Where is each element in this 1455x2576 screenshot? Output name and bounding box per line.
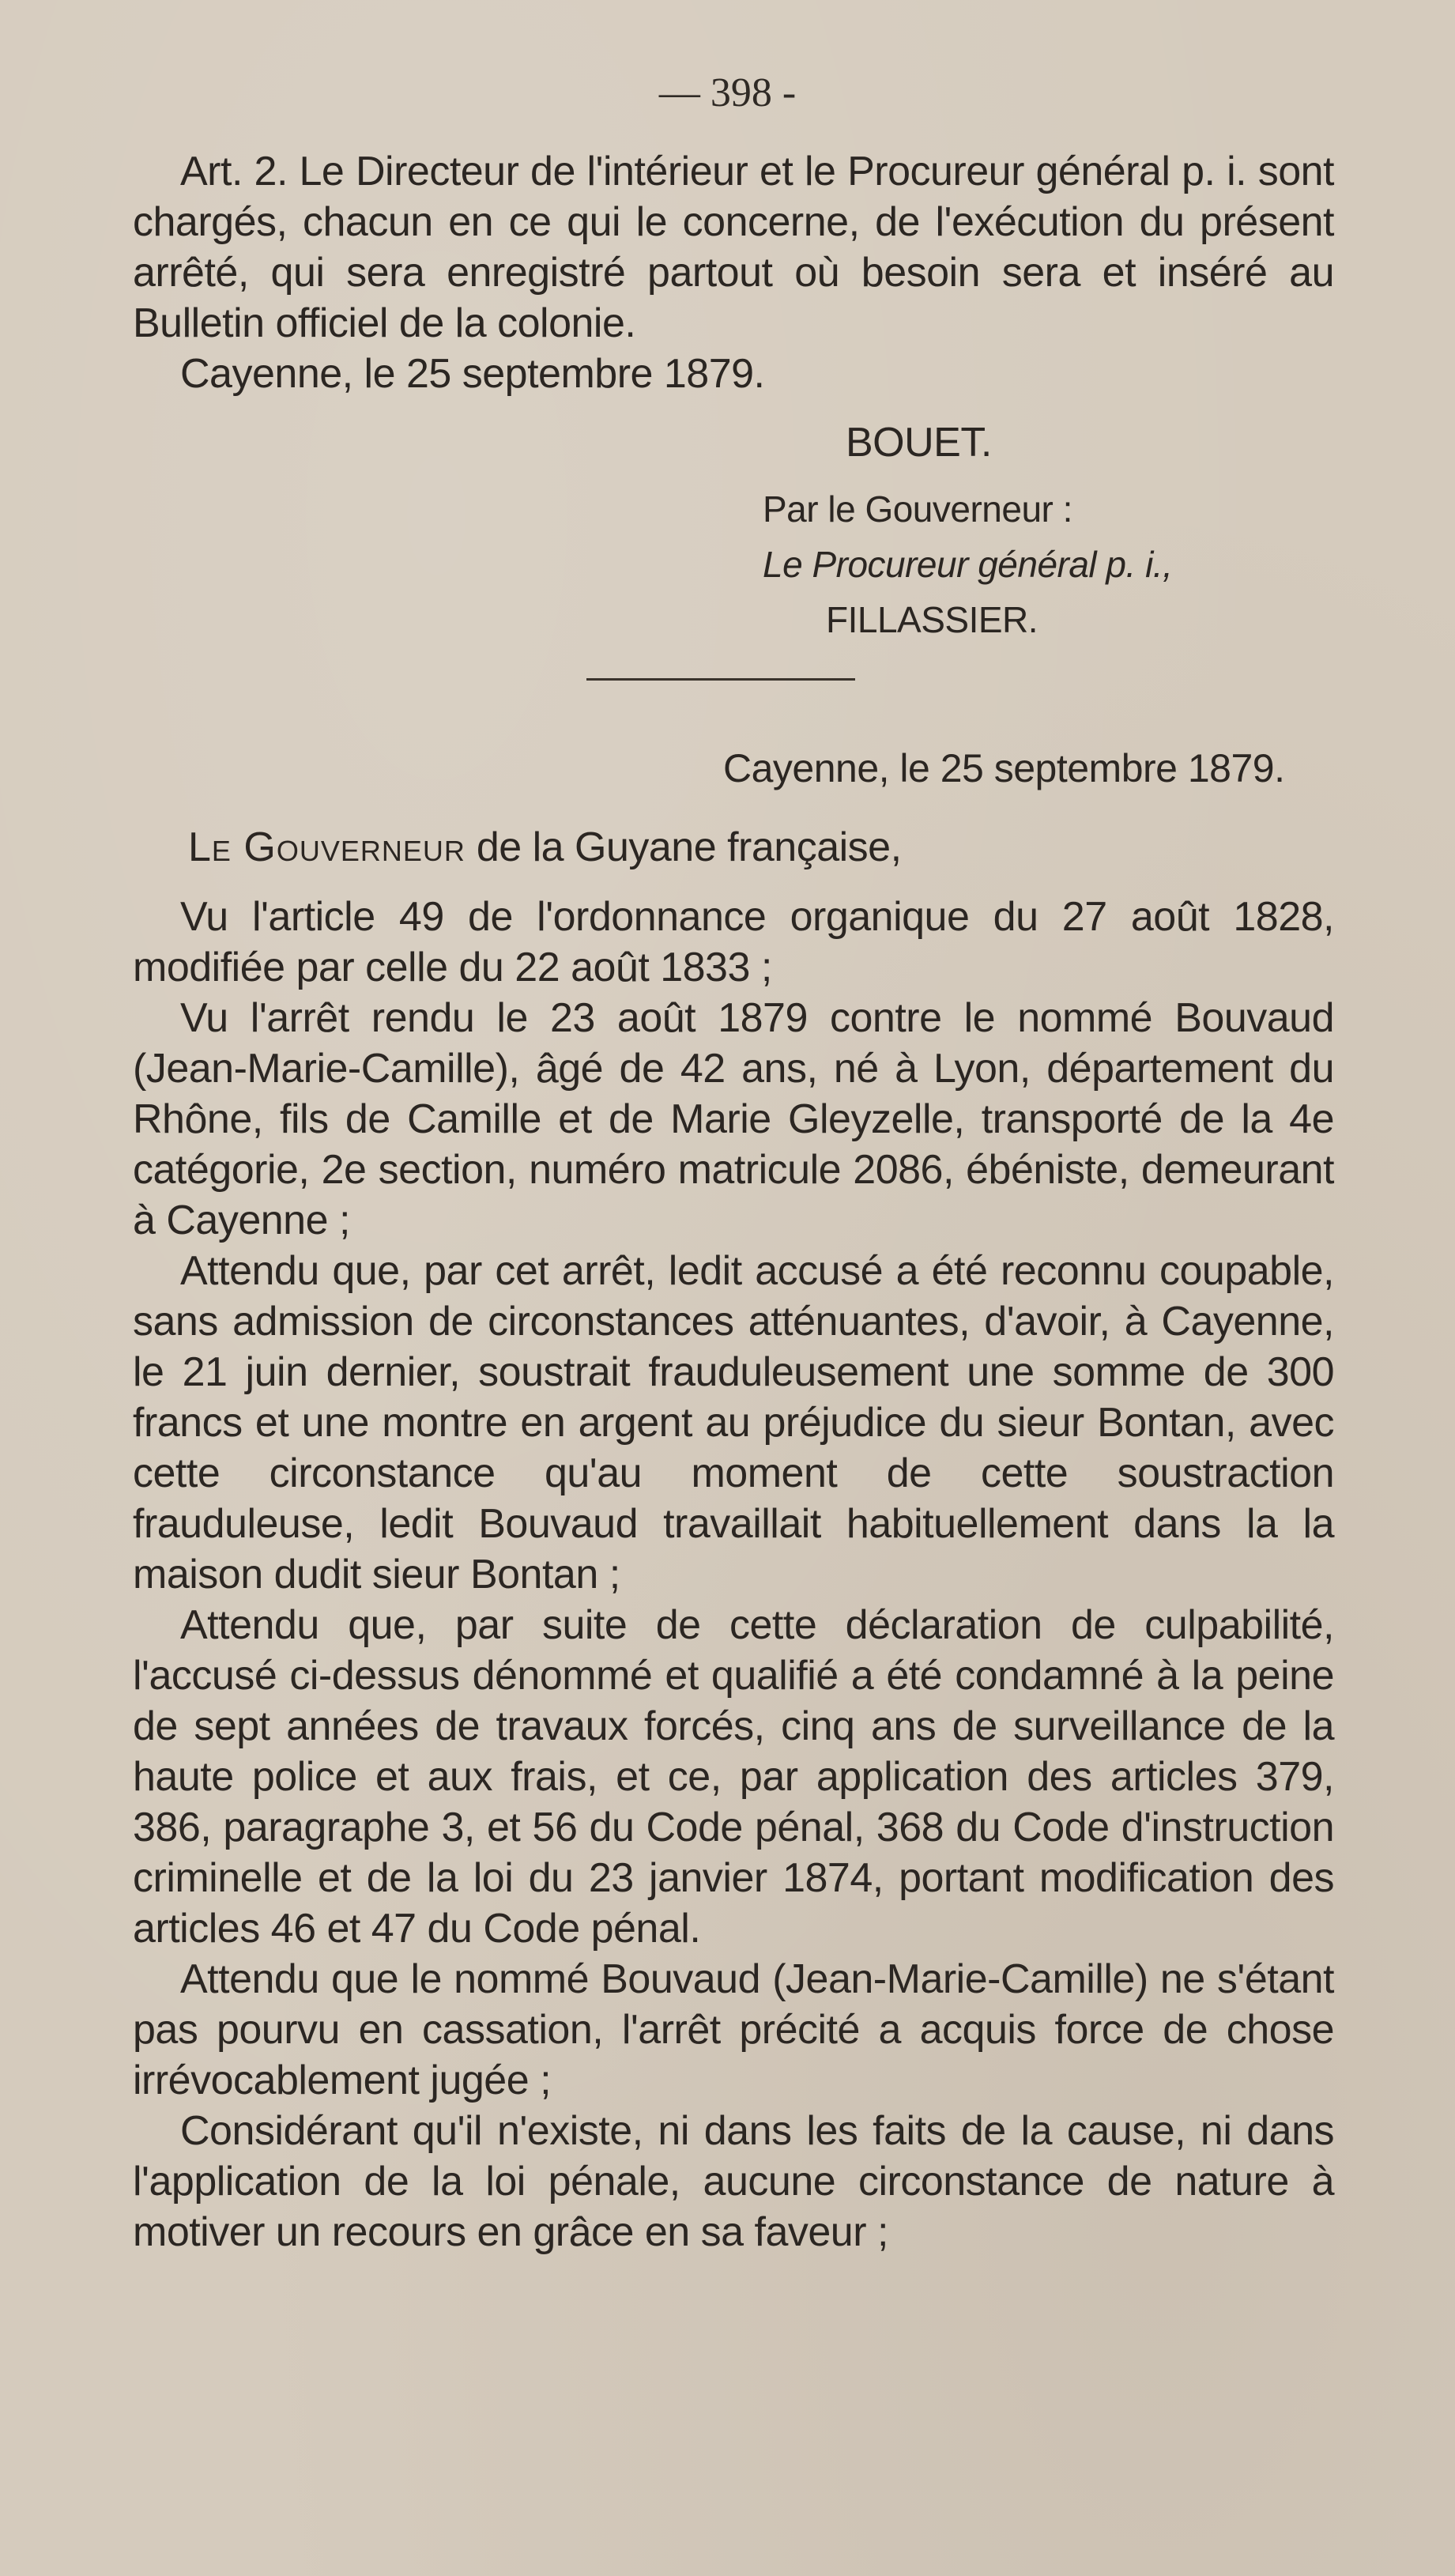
heading-caps: Le Gouverneur [188, 824, 466, 870]
paragraph-attendu-condamne: Attendu que, par suite de cette déclaration de culpabilité, l'accusé ci-dessus dénommé et qualifié a été condamné à la peine de sept années de travaux forcés, cinq ans de surveillance de la haute police et aux frais, et ce, par application des articles 379, 386, paragraphe 3, et 56 du Code pénal, 368 du Code d'instruction criminelle et de la loi du 23 janvier 1874, portant modification des articles 46 et 47 du Code pénal. [133, 1602, 1334, 1952]
signature-name: BOUET. [846, 420, 992, 466]
second-act-dateline: Cayenne, le 25 septembre 1879. [723, 746, 1285, 790]
paragraph-attendu-cassation: Attendu que le nommé Bouvaud (Jean-Marie-Camille) ne s'étant pas pourvu en cassation, l'arrêt précité a acquis force de chose irrévocablement jugée ; [133, 1956, 1334, 2103]
article-2-date: Cayenne, le 25 septembre 1879. [180, 351, 765, 397]
section-divider [586, 678, 855, 681]
paragraph-attendu-coupable: Attendu que, par cet arrêt, ledit accusé a été reconnu coupable, sans admission de circonstances atténuantes, d'avoir, à Cayenne, le 21 juin dernier, soustrait frauduleusement une somme de 300 francs et une montre en argent au préjudice du sieur Bontan, avec cette circonstance qu'au moment de cette soustraction frauduleuse, ledit Bouvaud travaillait habituellement dans la la maison dudit sieur Bontan ; [133, 1248, 1334, 1597]
article-2-paragraph: Art. 2. Le Directeur de l'intérieur et le Procureur général p. i. sont chargés, chacun en ce qui le concerne, de l'exécution du présent arrêté, qui sera enregistré partout où besoin sera et inséré au Bulletin officiel de la colonie. [133, 149, 1334, 346]
signature-by-line: Par le Gouverneur : [763, 488, 1072, 530]
article-2-block [133, 146, 1334, 399]
page-number: — 398 - [658, 70, 797, 115]
second-act-block [133, 822, 1334, 2257]
paragraph-vu-article: Vu l'article 49 de l'ordonnance organique du 27 août 1828, modifiée par celle du 22 août 1833 ; [133, 894, 1334, 990]
paragraph-vu-arret: Vu l'arrêt rendu le 23 août 1879 contre le nommé Bouvaud (Jean-Marie-Camille), âgé de 42 ans, né à Lyon, département du Rhône, fils de Camille et de Marie Gleyzelle, transporté de la 4e catégorie, 2e section, numéro matricule 2086, ébéniste, demeurant à Cayenne ; [133, 995, 1334, 1243]
paragraph-considerant: Considérant qu'il n'existe, ni dans les faits de la cause, ni dans l'application de la loi pénale, aucune circonstance de nature à motiver un recours en grâce en sa faveur ; [133, 2108, 1334, 2255]
second-act-heading [133, 822, 1334, 873]
heading-rest: de la Guyane française, [476, 824, 902, 870]
signature-title: Le Procureur général p. i., [763, 544, 1173, 585]
signature-signer: FILLASSIER. [826, 599, 1038, 640]
